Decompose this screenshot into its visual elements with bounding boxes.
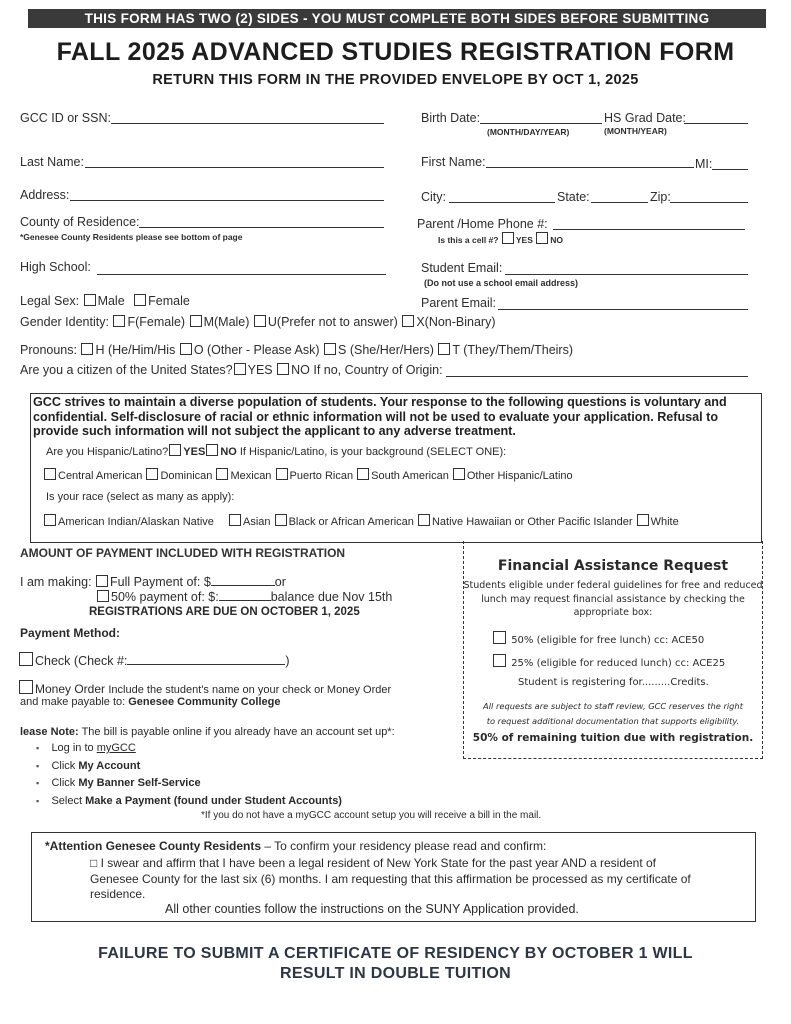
- cell-no-checkbox[interactable]: [536, 232, 548, 244]
- financial-desc-3: appropriate box:: [573, 607, 653, 618]
- gender-x-checkbox[interactable]: [402, 315, 414, 327]
- high-school-label: High School:: [20, 260, 91, 274]
- american-indian-label: American Indian/Alaskan Native: [58, 516, 214, 528]
- mexican-checkbox[interactable]: [216, 468, 228, 480]
- citizen-followup: If no, Country of Origin:: [313, 363, 443, 377]
- money-order-label: Money Order: [35, 682, 106, 696]
- form-subtitle: RETURN THIS FORM IN THE PROVIDED ENVELOPE BY OCT 1, 2025: [152, 72, 639, 88]
- residency-line-2: Genesee County for the last six (6) months. I am requesting that this affirmation be processed as my certificate of: [90, 871, 691, 886]
- step-pre: Click: [51, 759, 79, 772]
- form-title: FALL 2025 ADVANCED STUDIES REGISTRATION FORM: [56, 38, 735, 66]
- central-american-label: Central American: [58, 470, 143, 482]
- pronoun-o-label: O (Other - Please Ask): [193, 343, 320, 357]
- free-lunch-label: 50% (eligible for free lunch) cc: ACE50: [511, 635, 705, 646]
- citizen-yes-label: YES: [247, 363, 273, 377]
- gender-u-label: U(Prefer not to answer): [267, 315, 398, 329]
- hispanic-yes-checkbox[interactable]: [169, 444, 181, 456]
- bullet: ▪: [36, 743, 40, 753]
- check-number-field[interactable]: [127, 654, 285, 665]
- gender-m-checkbox[interactable]: [190, 315, 202, 327]
- white-label: White: [650, 516, 679, 528]
- parent-phone-label: Parent /Home Phone #:: [417, 217, 548, 231]
- female-checkbox[interactable]: [134, 294, 146, 306]
- diversity-intro: GCC strives to maintain a diverse population of students. Your response to the following questions is voluntary and confidential. Self-disclosure of racial or ethnic information will not be used to evaluate your application. Refusal to provide such information will not subject the applicant to any adverse treatment.: [33, 395, 727, 439]
- citizen-yes-checkbox[interactable]: [234, 363, 246, 375]
- south-american-checkbox[interactable]: [357, 468, 369, 480]
- puerto-rican-label: Puerto Rican: [289, 470, 354, 482]
- native-hawaiian-label: Native Hawaiian or Other Pacific Islander: [431, 516, 633, 528]
- birth-date-hint: (MONTH/DAY/YEAR): [487, 127, 570, 137]
- address-label: Address:: [20, 188, 70, 202]
- residency-heading: *Attention Genesee County Residents: [45, 839, 262, 853]
- please-note-row: [20, 726, 395, 738]
- other-hispanic-label: Other Hispanic/Latino: [466, 470, 573, 482]
- financial-title: Financial Assistance Request: [497, 558, 729, 574]
- financial-opt1-row: [492, 631, 704, 646]
- student-email-label: Student Email:: [421, 261, 503, 275]
- county-field[interactable]: [139, 227, 384, 228]
- bullet: ▪: [36, 778, 40, 788]
- failure-line-2: RESULT IN DOUBLE TUITION: [280, 965, 511, 982]
- full-payment-field[interactable]: [211, 575, 275, 586]
- residency-line-1: □ I swear and affirm that I have been a legal resident of New York State for the past year AND a resident of: [90, 856, 657, 870]
- zip-field[interactable]: [670, 202, 748, 203]
- failure-line-1: FAILURE TO SUBMIT A CERTIFICATE OF RESIDENCY BY OCTOBER 1 WILL: [98, 945, 693, 962]
- student-email-field[interactable]: [505, 274, 748, 275]
- pronouns-row: [20, 343, 573, 357]
- check-close: ): [285, 654, 290, 668]
- money-order-row: [18, 680, 391, 696]
- payment-method-label: Payment Method:: [20, 626, 121, 640]
- money-order-note: Include the student's name on your check or Money Order: [108, 684, 392, 696]
- first-name-field[interactable]: [486, 167, 694, 168]
- check-row: [18, 652, 290, 668]
- half-payment-label: 50% payment of: $:: [111, 590, 219, 604]
- cell-yes-checkbox[interactable]: [502, 232, 514, 244]
- address-field[interactable]: [70, 200, 384, 201]
- race-row: [43, 514, 679, 528]
- financial-desc-2: lunch may request financial assistance by checking the: [481, 593, 745, 605]
- hs-grad-label: HS Grad Date:: [604, 111, 686, 125]
- other-hispanic-checkbox[interactable]: [453, 468, 465, 480]
- gcc-id-label: GCC ID or SSN:: [20, 111, 111, 125]
- black-checkbox[interactable]: [275, 514, 287, 526]
- two-sides-banner: THIS FORM HAS TWO (2) SIDES - YOU MUST COMPLETE BOTH SIDES BEFORE SUBMITTING: [28, 9, 766, 28]
- pronoun-s-checkbox[interactable]: [324, 343, 336, 355]
- state-field[interactable]: [591, 202, 648, 203]
- city-field[interactable]: [449, 202, 555, 203]
- south-american-label: South American: [371, 470, 449, 482]
- please-note-label: lease Note:: [20, 726, 79, 738]
- native-hawaiian-checkbox[interactable]: [418, 514, 430, 526]
- parent-phone-field[interactable]: [553, 229, 745, 230]
- citizen-no-checkbox[interactable]: [277, 363, 289, 375]
- citizen-no-label: NO: [291, 363, 310, 377]
- gcc-id-field[interactable]: [111, 123, 384, 124]
- step-item: [36, 758, 342, 776]
- payable-label: and make payable to:: [20, 696, 126, 708]
- mygcc-link[interactable]: myGCC: [96, 742, 136, 754]
- step-pre: Select: [51, 794, 86, 807]
- residency-heading-rest: – To confirm your residency please read and confirm:: [261, 839, 547, 853]
- central-american-checkbox[interactable]: [44, 468, 56, 480]
- county-note: *Genesee County Residents please see bottom of page: [20, 232, 243, 242]
- free-lunch-checkbox[interactable]: [493, 631, 506, 644]
- county-label: County of Residence:: [20, 215, 140, 229]
- parent-email-label: Parent Email:: [421, 296, 497, 310]
- mi-label: MI:: [695, 157, 713, 171]
- cell-no-label: NO: [550, 235, 563, 245]
- gender-f-checkbox[interactable]: [113, 315, 125, 327]
- birth-date-label: Birth Date:: [421, 111, 481, 125]
- payment-making-label: I am making:: [20, 575, 92, 589]
- pronouns-label: Pronouns:: [20, 343, 77, 357]
- payable-row: [20, 696, 280, 708]
- dominican-checkbox[interactable]: [146, 468, 158, 480]
- state-label: State:: [557, 190, 590, 204]
- puerto-rican-checkbox[interactable]: [276, 468, 288, 480]
- pronoun-o-checkbox[interactable]: [180, 343, 192, 355]
- parent-email-field[interactable]: [498, 309, 748, 310]
- failure-notice: [0, 944, 791, 984]
- male-label: Male: [97, 294, 125, 308]
- first-name-label: First Name:: [421, 155, 486, 169]
- mi-field[interactable]: [712, 169, 748, 170]
- balance-label: balance due Nov 15th: [270, 590, 393, 604]
- pronoun-t-label: T (They/Them/Theirs): [452, 343, 573, 357]
- check-label: Check (Check #:: [35, 654, 128, 668]
- mygcc-footnote: *If you do not have a myGCC account setup you will receive a bill in the mail.: [201, 810, 542, 821]
- credits-line: Student is registering for.........Credits.: [518, 677, 709, 688]
- please-note-text: The bill is payable online if you already have an account set up*:: [81, 726, 395, 738]
- legal-sex-row: [20, 294, 190, 308]
- financial-italic-2: to request additional documentation that supports eligibility.: [486, 715, 740, 726]
- legal-sex-label: Legal Sex:: [20, 294, 80, 308]
- step-pre: Log in to: [51, 742, 97, 754]
- hispanic-no-label: NO: [220, 446, 237, 458]
- gender-u-checkbox[interactable]: [254, 315, 266, 327]
- pronoun-h-label: H (He/Him/His: [95, 343, 176, 357]
- american-indian-checkbox[interactable]: [44, 514, 56, 526]
- financial-italic: [463, 699, 763, 728]
- step-em: My Banner Self-Service: [78, 777, 201, 789]
- or-label: or: [274, 575, 286, 589]
- remaining-tuition: 50% of remaining tuition due with registration.: [472, 732, 754, 744]
- background-row: [43, 468, 573, 482]
- reduced-lunch-label: 25% (eligible for reduced lunch) cc: ACE25: [511, 658, 726, 669]
- cell-question: [438, 232, 563, 245]
- step-item: [36, 793, 342, 811]
- check-checkbox[interactable]: [19, 652, 33, 666]
- citizen-question: Are you a citizen of the United States?: [20, 363, 233, 377]
- financial-italic-1: All requests are subject to staff review, GCC reserves the right: [483, 701, 743, 711]
- payment-steps: [36, 740, 342, 810]
- reduced-lunch-checkbox[interactable]: [493, 654, 506, 667]
- gender-m-label: M(Male): [203, 315, 250, 329]
- financial-desc-1: Students eligible under federal guidelines for free and reduced: [463, 580, 763, 591]
- registrations-due: REGISTRATIONS ARE DUE ON OCTOBER 1, 2025: [89, 606, 360, 618]
- gender-x-label: X(Non-Binary): [416, 315, 496, 329]
- cell-yes-label: YES: [515, 235, 533, 245]
- step-item: [36, 775, 342, 793]
- cell-question-text: Is this a cell #?: [438, 235, 499, 245]
- gender-identity-row: [20, 315, 496, 329]
- step-pre: Click: [51, 777, 79, 789]
- residency-heading-row: [45, 839, 546, 853]
- payment-making-row: [20, 575, 286, 589]
- last-name-field[interactable]: [85, 167, 384, 168]
- hispanic-question: Are you Hispanic/Latino?: [46, 446, 169, 458]
- step-item: [36, 740, 342, 758]
- city-label: City:: [421, 190, 446, 204]
- half-payment-field[interactable]: [219, 590, 271, 601]
- dominican-label: Dominican: [160, 470, 213, 482]
- residency-affirmation[interactable]: [90, 856, 691, 903]
- financial-desc: [463, 579, 763, 620]
- half-payment-row: [96, 590, 392, 604]
- residency-line-3: residence.: [90, 887, 146, 901]
- hs-grad-hint: (MONTH/YEAR): [604, 126, 667, 136]
- other-counties-note: All other counties follow the instructions on the SUNY Application provided.: [165, 902, 579, 916]
- pronoun-h-checkbox[interactable]: [81, 343, 93, 355]
- pronoun-s-label: S (She/Her/Hers): [338, 343, 434, 357]
- hispanic-yes-label: YES: [183, 446, 206, 458]
- hispanic-no-checkbox[interactable]: [206, 444, 218, 456]
- gender-identity-label: Gender Identity:: [20, 315, 109, 329]
- money-order-checkbox[interactable]: [19, 680, 33, 694]
- black-label: Black or African American: [288, 516, 414, 528]
- step-em: Make a Payment (found under Student Accounts): [85, 794, 342, 807]
- financial-opt2-row: [492, 654, 725, 669]
- hispanic-followup: If Hispanic/Latino, is your background (SELECT ONE):: [239, 446, 507, 458]
- hs-grad-field[interactable]: [684, 123, 748, 124]
- asian-label: Asian: [242, 516, 271, 528]
- race-question: Is your race (select as many as apply):: [46, 491, 235, 503]
- hispanic-row: [46, 444, 506, 458]
- bullet: ▪: [36, 760, 40, 771]
- high-school-field[interactable]: [97, 274, 386, 275]
- half-payment-checkbox[interactable]: [97, 590, 109, 602]
- last-name-label: Last Name:: [20, 155, 84, 169]
- payment-heading: AMOUNT OF PAYMENT INCLUDED WITH REGISTRATION: [20, 546, 346, 560]
- gender-f-label: F(Female): [127, 315, 186, 329]
- zip-label: Zip:: [650, 190, 671, 204]
- bullet: ▪: [36, 795, 40, 806]
- birth-date-field[interactable]: [480, 123, 602, 124]
- citizen-row: [20, 363, 443, 377]
- payee: Genesee Community College: [128, 696, 281, 708]
- female-label: Female: [148, 294, 190, 308]
- country-of-origin-field[interactable]: [446, 376, 748, 377]
- student-email-note: (Do not use a school email address): [424, 278, 579, 288]
- white-checkbox[interactable]: [637, 514, 649, 526]
- male-checkbox[interactable]: [84, 294, 96, 306]
- mexican-label: Mexican: [230, 470, 272, 482]
- pronoun-t-checkbox[interactable]: [438, 343, 450, 355]
- full-payment-label: Full Payment of: $: [110, 575, 211, 589]
- full-payment-checkbox[interactable]: [96, 575, 108, 587]
- step-em: My Account: [78, 759, 141, 772]
- asian-checkbox[interactable]: [229, 514, 241, 526]
